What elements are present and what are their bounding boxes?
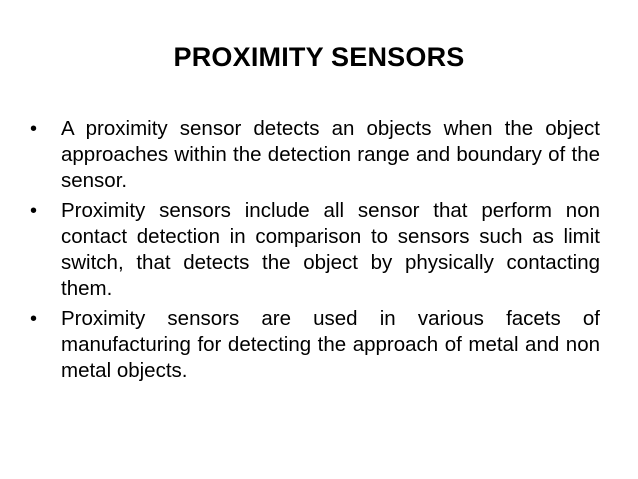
bullet-icon: • [30,118,38,140]
bullet-text: A proximity sensor detects an objects when the object approaches within the detection range and boundary of the sensor. [61,117,600,192]
bullet-icon: • [30,200,38,222]
slide-title: PROXIMITY SENSORS [173,42,465,72]
bullet-icon: • [30,308,38,330]
list-item [30,198,600,302]
bullet-list [30,116,600,388]
list-item [30,306,600,384]
bullet-text: Proximity sensors include all sensor that perform non contact detection in comparison to sensors such as limit switch, that detects the object by physically contacting them. [61,199,600,300]
bullet-text: Proximity sensors are used in various facets of manufacturing for detecting the approach of metal and non metal objects. [61,307,600,382]
list-item [30,116,600,194]
